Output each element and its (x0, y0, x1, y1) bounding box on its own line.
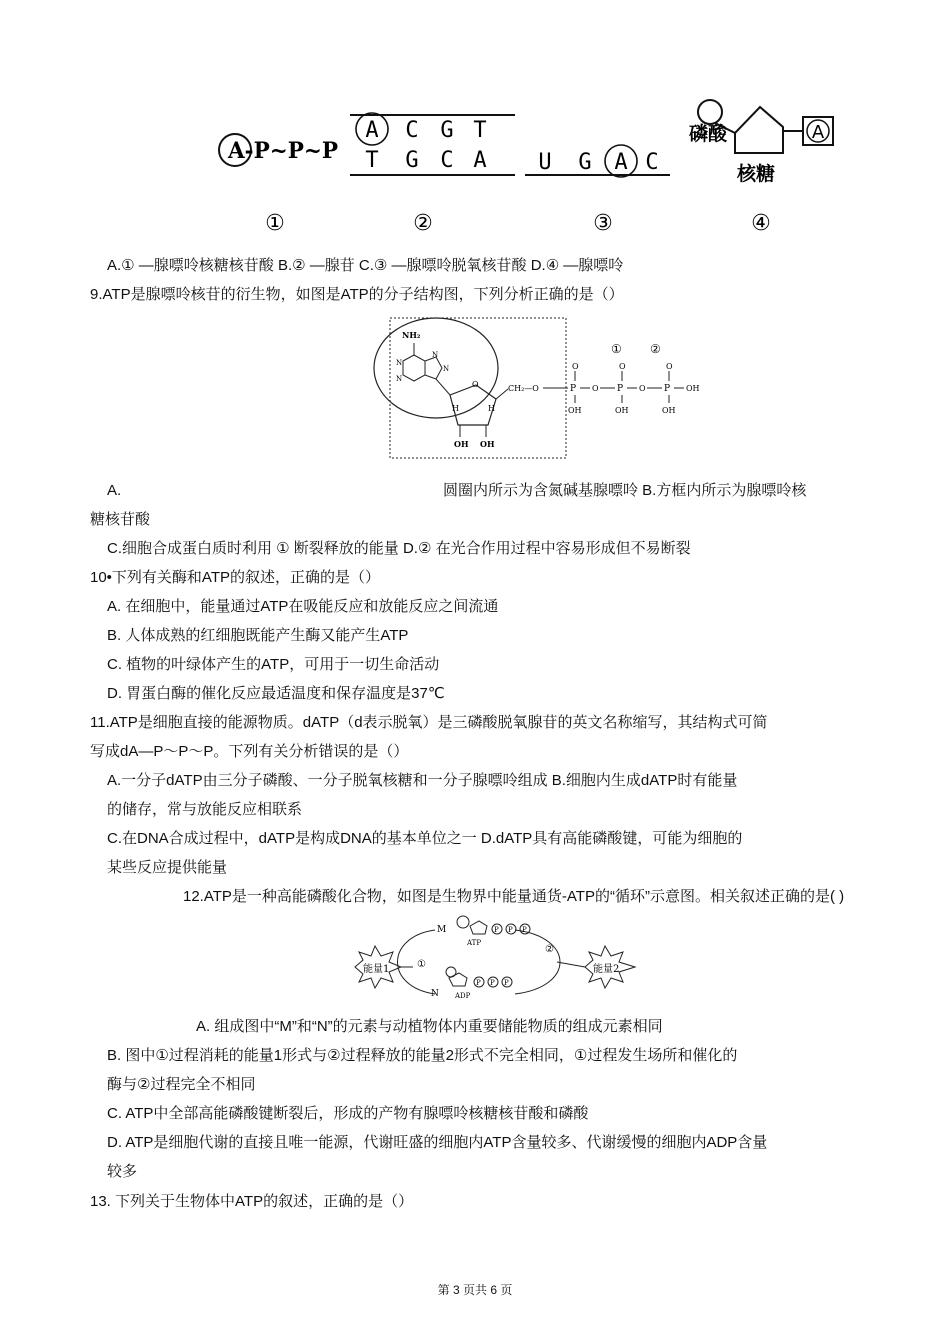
q10-option-b: B. 人体成熟的红细胞既能产生酶又能产生ATP (107, 627, 409, 644)
cycle-adp-label: ADP (455, 992, 471, 1000)
atp-oh-p1: OH (568, 406, 582, 415)
fig-label-4: ④ (751, 210, 771, 235)
cycle-atp-p3: P (522, 926, 527, 934)
q13-stem: 13. 下列关于生物体中ATP的叙述，正确的是（） (90, 1193, 414, 1210)
atp-oh-p2: OH (615, 406, 629, 415)
cycle-m: M (437, 925, 447, 935)
q11-option-ab-2: 的储存，常与放能反应相联系 (107, 801, 303, 818)
rna-2: G (578, 150, 592, 175)
q10-option-a: A. 在细胞中，能量通过ATP在吸能反应和放能反应之间流通 (107, 598, 499, 615)
atp-h-1: H (452, 404, 459, 413)
q11-option-cd-2: 某些反应提供能量 (107, 859, 228, 876)
atp-n-4: N (443, 365, 450, 373)
atp-po-1: O (572, 362, 579, 371)
structure-nucleotide (689, 100, 833, 185)
rna-4: C (645, 150, 659, 175)
atp-nh2: NH₂ (402, 330, 421, 340)
q11-stem-2: 写成dA—P～P～P。下列有关分析错误的是（） (90, 743, 409, 760)
cycle-adp-p1: P (476, 979, 481, 987)
cycle-atp-label: ATP (467, 939, 482, 947)
atp-n-2: N (396, 375, 403, 383)
figure-atp-cycle (345, 912, 645, 1012)
dna-bottom-2: G (405, 148, 419, 173)
q12-stem: 12.ATP是一种高能磷酸化合物，如图是生物界中能量通货-ATP的“循环”示意图。相关叙述正确的是( ) (183, 888, 845, 905)
atp-bridge-o-2: O (639, 384, 646, 393)
atp-formula-text: A-P~P~P (227, 138, 338, 164)
atp-p-3: P (664, 384, 671, 394)
atp-mark-2: ② (650, 342, 661, 356)
cycle-adp-p3: P (504, 979, 509, 987)
rna-3: A (614, 150, 628, 175)
q10-option-c: C. 植物的叶绿体产生的ATP，可用于一切生命活动 (107, 656, 440, 673)
atp-po-3: O (666, 362, 673, 371)
q10-stem: 10•下列有关酶和ATP的叙述，正确的是（） (90, 569, 380, 586)
q9-stem: 9.ATP是腺嘌呤核苷的衍生物，如图是ATP的分子结构图，下列分析正确的是（） (90, 286, 624, 303)
atp-p-2: P (617, 384, 624, 394)
q12-option-c: C. ATP中全部高能磷酸键断裂后，形成的产物有腺嘌呤核糖核苷酸和磷酸 (107, 1105, 589, 1122)
q11-option-ab-1: A.一分子dATP由三分子磷酸、一分子脱氧核糖和一分子腺嘌呤组成 B.细胞内生成dATP时有能量 (107, 772, 738, 789)
figure-nucleotides (205, 95, 845, 245)
page-footer: 第 3 页共 6 页 (437, 1283, 513, 1297)
nucleotide-base: A (811, 122, 825, 143)
dna-bottom-1: T (365, 148, 379, 173)
fig-label-3: ③ (593, 210, 613, 235)
dna-top-3: G (440, 118, 454, 143)
atp-oh-2: OH (480, 439, 495, 449)
structure-atp-formula (219, 134, 338, 166)
q10-option-d: D. 胃蛋白酶的催化反应最适温度和保存温度是37℃ (107, 685, 445, 702)
rna-1: U (538, 150, 552, 175)
cycle-atp-p1: P (494, 926, 499, 934)
atp-oh-p3: OH (662, 406, 676, 415)
dna-bottom-3: C (440, 148, 454, 173)
atp-ring-o: O (472, 380, 479, 389)
figure-atp-structure (368, 313, 718, 465)
q12-option-b-1: B. 图中①过程消耗的能量1形式与②过程释放的能量2形式不完全相同，①过程发生场所和催化的 (107, 1047, 738, 1064)
atp-ch2o: CH₂—O (508, 384, 539, 393)
q9-option-a-text: 圆圈内所示为含氮碱基腺嘌呤 B.方框内所示为腺嘌呤核 (443, 482, 807, 499)
atp-n-1: N (396, 359, 403, 367)
dna-top-2: C (405, 118, 419, 143)
atp-n-3: N (432, 351, 439, 359)
q11-stem-1: 11.ATP是细胞直接的能源物质。dATP（d表示脱氧）是三磷酸脱氧腺苷的英文名称缩写，其结构式可简 (90, 714, 768, 731)
dna-top-1: A (365, 118, 379, 143)
cycle-atp-p2: P (508, 926, 513, 934)
cycle-energy-2: 能量2 (593, 964, 620, 975)
cycle-step-1: ① (417, 959, 426, 970)
nucleotide-sugar-label: 核糖 (737, 163, 776, 185)
cycle-n: N (431, 989, 439, 999)
fig-label-2: ② (413, 210, 433, 235)
cycle-adp-p2: P (490, 979, 495, 987)
cycle-energy-1: 能量1 (363, 964, 390, 975)
atp-h-2: H (488, 404, 495, 413)
q12-option-b-2: 酶与②过程完全不相同 (107, 1076, 256, 1093)
structure-rna (525, 145, 670, 177)
q11-option-cd-1: C.在DNA合成过程中，dATP是构成DNA的基本单位之一 D.dATP具有高能磷酸键，可能为细胞的 (107, 830, 743, 847)
fig-label-1: ① (265, 210, 285, 235)
nucleotide-phosphate-label: 磷酸 (689, 123, 728, 145)
atp-po-2: O (619, 362, 626, 371)
q12-option-a: A. 组成图中“M”和“N”的元素与动植物体内重要储能物质的组成元素相同 (196, 1018, 663, 1035)
atp-bridge-o-1: O (592, 384, 599, 393)
q8-options: A.① —腺嘌呤核糖核苷酸 B.② —腺苷 C.③ —腺嘌呤脱氧核苷酸 D.④ —腺嘌呤 (107, 257, 624, 274)
q12-option-d-1: D. ATP是细胞代谢的直接且唯一能源，代谢旺盛的细胞内ATP含量较多、代谢缓慢的细胞内ADP含量 (107, 1134, 768, 1151)
atp-phosphate-group (568, 362, 700, 415)
dna-top-4: T (473, 118, 487, 143)
atp-p-1: P (570, 384, 577, 394)
q9-option-a-label: A. (107, 482, 122, 499)
structure-dna (350, 113, 515, 175)
cycle-step-2: ② (545, 944, 554, 955)
dna-bottom-4: A (473, 148, 487, 173)
q9-option-cd: C.细胞合成蛋白质时利用 ① 断裂释放的能量 D.② 在光合作用过程中容易形成但不易断裂 (107, 540, 691, 557)
q9-option-a-cont: 糖核苷酸 (90, 511, 151, 528)
atp-oh-1: OH (454, 439, 469, 449)
q12-option-d-2: 较多 (107, 1163, 138, 1180)
atp-oh-end: OH (686, 384, 700, 393)
atp-mark-1: ① (611, 342, 622, 356)
